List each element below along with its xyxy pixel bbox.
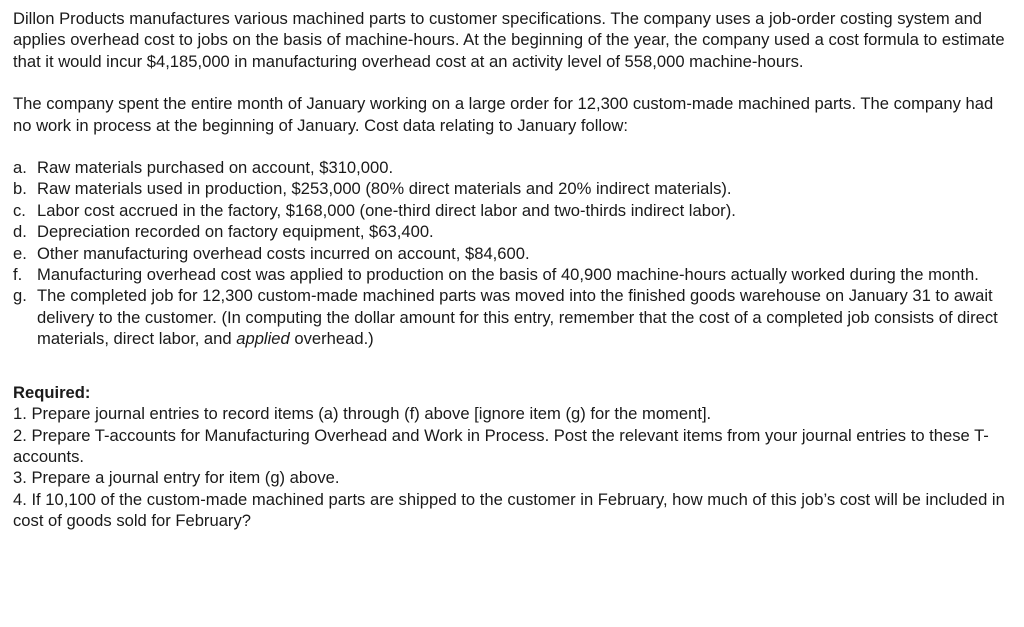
list-item xyxy=(13,157,1010,178)
cost-data-list xyxy=(13,157,1010,350)
required-task: 4. If 10,100 of the custom-made machined parts are shipped to the customer in February, how much of this job’s cost will be included in cost of goods sold for February? xyxy=(13,489,1005,531)
required-task: 1. Prepare journal entries to record items (a) through (f) above [ignore item (g) for the moment]. xyxy=(13,404,712,424)
item-text: Raw materials used in production, $253,000 (80% direct materials and 20% indirect materials). xyxy=(37,179,732,199)
required-heading: Required: xyxy=(13,382,91,402)
item-marker: f. xyxy=(13,265,23,285)
january-paragraph: The company spent the entire month of January working on a large order for 12,300 custom-made machined parts. The company had no work in process at the beginning of January. Cost data relating to January follow: xyxy=(13,94,994,135)
item-text: Manufacturing overhead cost was applied to production on the basis of 40,900 machine-hours actually worked during the month. xyxy=(37,265,979,285)
list-item xyxy=(13,264,1010,285)
item-text: Depreciation recorded on factory equipment, $63,400. xyxy=(37,222,434,242)
item-text: Other manufacturing overhead costs incurred on account, $84,600. xyxy=(37,243,530,263)
list-item xyxy=(13,221,1010,242)
item-marker: e. xyxy=(13,243,27,263)
list-item xyxy=(13,243,1010,264)
list-item xyxy=(13,178,1010,199)
required-task: 2. Prepare T-accounts for Manufacturing Overhead and Work in Process. Post the relevant items from your journal entries to these T-accounts. xyxy=(13,425,989,466)
item-text: Labor cost accrued in the factory, $168,000 (one-third direct labor and two-thirds indirect labor). xyxy=(37,200,736,220)
item-marker: b. xyxy=(13,179,27,199)
item-text xyxy=(37,286,998,348)
item-text-end: overhead.) xyxy=(289,329,374,349)
required-task: 3. Prepare a journal entry for item (g) above. xyxy=(13,468,340,488)
list-item xyxy=(13,200,1010,221)
item-marker: a. xyxy=(13,158,27,178)
item-marker: d. xyxy=(13,222,27,242)
item-marker: c. xyxy=(13,200,26,220)
required-section xyxy=(13,382,1010,532)
list-item xyxy=(13,285,1010,349)
item-marker: g. xyxy=(13,286,27,306)
item-text-start: The completed job for 12,300 custom-made machined parts was moved into the finished goods warehouse on January 31 to await delivery to the customer. (In computing the dollar amount for this entry, remember that the cost of a completed job consists of direct materials, direct labor, and xyxy=(37,286,998,349)
item-text: Raw materials purchased on account, $310,000. xyxy=(37,158,394,178)
intro-paragraph: Dillon Products manufactures various machined parts to customer specifications. The company uses a job-order costing system and applies overhead cost to jobs on the basis of machine-hours. At the beginning of the year, the company used a cost formula to estimate that it would incur $4,185,000 in manufacturing overhead cost at an activity level of 558,000 machine-hours. xyxy=(13,9,1005,71)
emphasized-word: applied xyxy=(236,329,290,349)
